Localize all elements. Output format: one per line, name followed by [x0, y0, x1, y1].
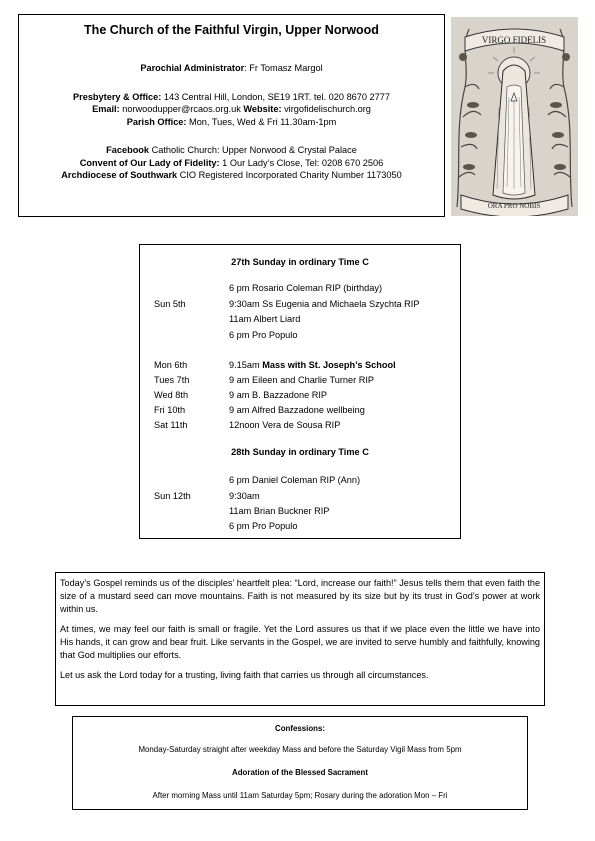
- facebook-label: Facebook: [106, 145, 150, 155]
- website-text[interactable]: virgofidelischurch.org: [281, 104, 371, 114]
- parish-header: [18, 14, 445, 217]
- administrator-name: : Fr Tomasz Margol: [244, 63, 323, 73]
- mass-intention: B. Bazzadone RIP: [251, 390, 328, 400]
- mass-intention: Mass with St. Joseph’s School: [262, 360, 396, 370]
- website-label: Website:: [243, 104, 282, 114]
- mass-intention: 6 pm Pro Populo: [229, 521, 298, 531]
- mass-intention: 11am Brian Buckner RIP: [229, 506, 330, 516]
- week2-title: 28th Sunday in ordinary Time C: [231, 447, 369, 457]
- mass-time: 9 am: [229, 375, 252, 385]
- church-title: The Church of the Faithful Virgin, Upper Norwood: [84, 23, 379, 37]
- schedule-row: [140, 473, 460, 487]
- schedule-row: [140, 373, 460, 387]
- mass-intention: Eileen and Charlie Turner RIP: [251, 375, 375, 385]
- confessions-heading: Confessions:: [275, 724, 325, 733]
- convent-label: Convent of Our Lady of Fidelity:: [79, 157, 220, 168]
- facebook-line: [19, 144, 444, 157]
- mass-intention: 6 pm Daniel Coleman RIP (Ann): [229, 475, 361, 485]
- email-label: Email:: [92, 104, 120, 114]
- confessions-text: Monday-Saturday straight after weekday Mass and before the Saturday Vigil Mass from 5pm: [138, 745, 462, 754]
- mass-intention: Vera de Sousa RIP: [262, 420, 341, 430]
- day-label: Tues 7th: [154, 375, 190, 385]
- mass-schedule: [139, 244, 461, 539]
- presbytery-line: [19, 91, 444, 104]
- schedule-row: [140, 403, 460, 417]
- emblem-banner-bottom: ORA PRO NOBIS: [487, 202, 541, 210]
- schedule-row: [140, 519, 460, 533]
- mass-intention: 11am Albert Liard: [229, 314, 301, 324]
- adoration-heading: Adoration of the Blessed Sacrament: [232, 768, 368, 777]
- day-label: Fri 10th: [154, 405, 186, 415]
- schedule-row: [140, 358, 460, 372]
- day-label: Sat 11th: [154, 420, 188, 430]
- schedule-row: [140, 388, 460, 402]
- mass-intention: Alfred Bazzadone wellbeing: [251, 405, 365, 415]
- archdiocese-label: Archdiocese of Southwark: [61, 170, 178, 180]
- presbytery-label: Presbytery & Office:: [73, 91, 162, 102]
- confessions-box: [72, 716, 528, 810]
- office-hours-line: [19, 116, 444, 129]
- mass-time: 9 am: [229, 405, 252, 415]
- mass-time: 12noon: [229, 420, 263, 430]
- schedule-row: [140, 328, 460, 342]
- mass-intention: 6 pm Pro Populo: [229, 330, 298, 340]
- day-label: Sun 12th: [154, 491, 191, 501]
- reflection-paragraph: Today’s Gospel reminds us of the disciples’ heartfelt plea: “Lord, increase our faith!” Jesus tells them that even faith the size of a mustard seed can move mountains. Faith is not measured by its size but by its trust in God’s power at work within us.: [60, 578, 540, 614]
- archdiocese-text: CIO Registered Incorporated Charity Number 1173050: [177, 170, 402, 180]
- office-text: Mon, Tues, Wed & Fri 11.30am-1pm: [186, 116, 337, 127]
- schedule-row: [140, 281, 460, 295]
- reflection-paragraph: At times, we may feel our faith is small or fragile. Yet the Lord assures us that if we place even the little we have into His hands, it can grow and bear fruit. Like servants in the Gospel, we are invited to serve humbly and faithfully, knowing that God multiplies our efforts.: [60, 624, 540, 660]
- week1-title: 27th Sunday in ordinary Time C: [231, 257, 369, 267]
- schedule-row: [140, 312, 460, 326]
- mass-intention: 9:30am Ss Eugenia and Michaela Szychta RIP: [229, 299, 420, 309]
- mass-intention: 6 pm Rosario Coleman RIP (birthday): [229, 283, 383, 293]
- facebook-text: Catholic Church: Upper Norwood & Crystal Palace: [149, 145, 357, 155]
- administrator-line: [19, 62, 444, 75]
- schedule-row: [140, 489, 460, 503]
- contact-line: [19, 103, 444, 116]
- mass-time: 9.15am: [229, 360, 263, 370]
- schedule-row: [140, 297, 460, 311]
- day-label: Sun 5th: [154, 299, 186, 309]
- adoration-text: After morning Mass until 11am Saturday 5pm; Rosary during the adoration Mon – Fri: [152, 791, 448, 800]
- office-label: Parish Office:: [126, 116, 187, 127]
- archdiocese-line: [19, 169, 444, 182]
- gospel-reflection: [55, 572, 545, 706]
- presbytery-text: 143 Central Hill, London, SE19 1RT. tel. 020 8670 2777: [161, 91, 390, 102]
- schedule-row: [140, 418, 460, 432]
- administrator-label: Parochial Administrator: [140, 63, 245, 73]
- email-text[interactable]: norwoodupper@rcaos.org.uk: [119, 104, 244, 114]
- convent-text: 1 Our Lady’s Close, Tel: 0208 670 2506: [219, 157, 384, 168]
- reflection-paragraph: Let us ask the Lord today for a trusting, living faith that carries us through all circumstances.: [60, 670, 429, 680]
- day-label: Wed 8th: [154, 390, 189, 400]
- day-label: Mon 6th: [154, 360, 188, 370]
- convent-line: [19, 157, 444, 170]
- schedule-row: [140, 504, 460, 518]
- mass-intention: 9:30am: [229, 491, 260, 501]
- mass-time: 9 am: [229, 390, 252, 400]
- virgo-fidelis-emblem: [451, 17, 578, 216]
- emblem-banner-top: VIRGO FIDELIS: [481, 35, 547, 45]
